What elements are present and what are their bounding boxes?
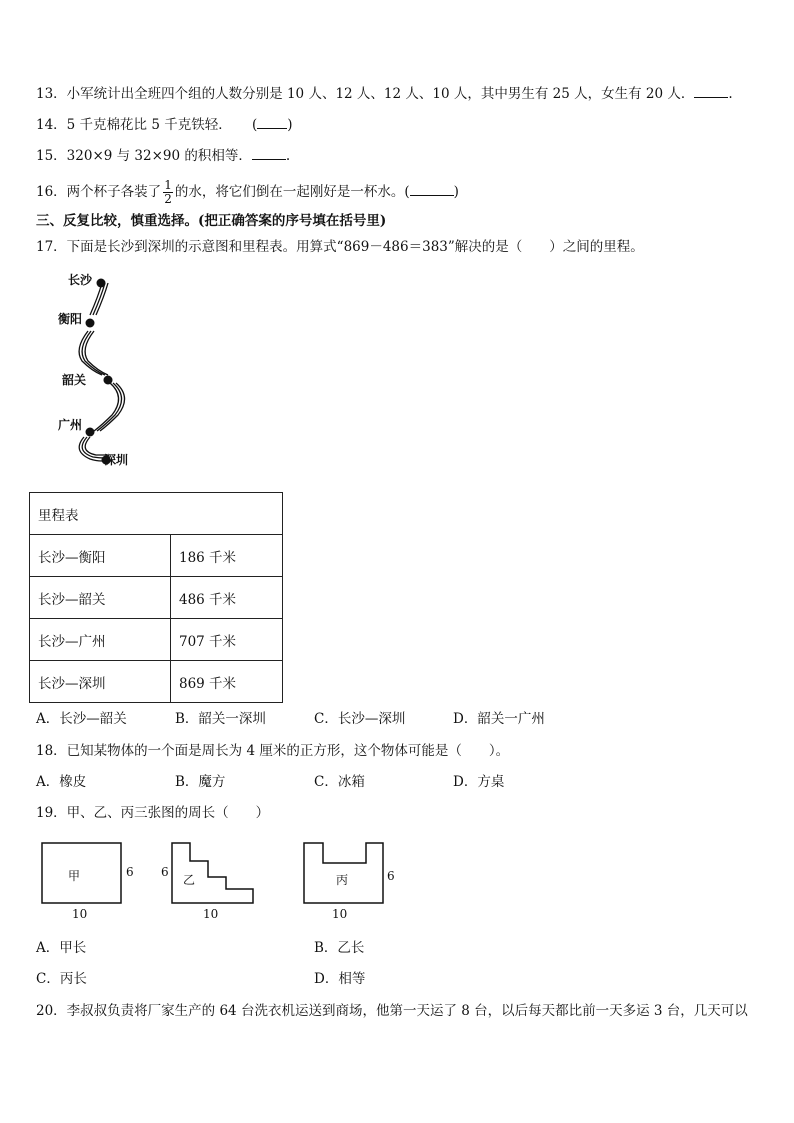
- table-title-row: [30, 493, 283, 535]
- question-13-text: 13．小军统计出全班四个组的人数分别是 10 人、12 人、12 人、10 人，其中男生有 25 人，女生有 20 人．: [36, 86, 695, 102]
- figure-yi-bottom: 10: [203, 907, 219, 921]
- option-18-a[interactable]: A．橡皮: [36, 774, 87, 790]
- fraction-numerator: 1: [164, 178, 172, 192]
- question-14-text: 14．5 千克棉花比 5 千克铁轻． (: [36, 117, 258, 133]
- answer-blank-14[interactable]: [257, 114, 287, 129]
- question-13-tail: .: [728, 86, 733, 102]
- table-title: 里程表: [30, 493, 283, 535]
- question-15-text: 15．320×9 与 32×90 的积相等．: [36, 148, 252, 164]
- figure-jia-side: 6: [126, 865, 134, 879]
- figure-bing-side: 6: [387, 869, 395, 883]
- distance-cell: 869 千米: [171, 661, 283, 703]
- distance-cell: 186 千米: [171, 535, 283, 577]
- fraction-denominator: 2: [164, 192, 172, 206]
- question-19: 19．甲、乙、丙三张图的周长（ ）: [36, 805, 270, 821]
- question-14: [36, 114, 293, 135]
- city-label-shaoguan: 韶关: [62, 373, 87, 387]
- city-label-hengyang: 衡阳: [58, 312, 83, 326]
- city-label-shenzhen: 深圳: [104, 453, 129, 467]
- distance-cell: 707 千米: [171, 619, 283, 661]
- question-17: 17．下面是长沙到深圳的示意图和里程表。用算式“869－486＝383”解决的是（ ）之间的里程。: [36, 239, 644, 255]
- figure-jia-shape: [42, 843, 121, 903]
- answer-blank-16[interactable]: [410, 181, 454, 196]
- question-13: [36, 83, 733, 104]
- route-cell: 长沙—衡阳: [30, 535, 171, 577]
- city-dot-hengyang: [86, 319, 95, 328]
- perimeter-figures: [30, 832, 460, 924]
- mileage-table: [29, 492, 283, 703]
- question-15-tail: .: [285, 148, 291, 164]
- option-18-b[interactable]: B．魔方: [175, 774, 226, 790]
- route-cell: 长沙—深圳: [30, 661, 171, 703]
- option-17-a[interactable]: A．长沙—韶关: [36, 711, 127, 727]
- figure-yi-label: 乙: [183, 873, 196, 887]
- question-16: [36, 178, 459, 206]
- option-19-d[interactable]: D．相等: [314, 971, 366, 987]
- fraction-half: [163, 179, 173, 206]
- question-15: [36, 145, 290, 166]
- option-17-d[interactable]: D．韶关一广州: [453, 711, 545, 727]
- option-17-c[interactable]: C．长沙—深圳: [314, 711, 406, 727]
- table-row: [30, 661, 283, 703]
- figure-bing-label: 丙: [336, 873, 349, 887]
- option-19-c[interactable]: C．丙长: [36, 971, 87, 987]
- question-16-tail: ): [453, 184, 459, 200]
- section-heading-3: 三、反复比较，慎重选择。(把正确答案的序号填在括号里): [36, 213, 387, 229]
- question-18: 18．已知某物体的一个面是周长为 4 厘米的正方形，这个物体可能是（ ）。: [36, 743, 510, 759]
- figure-jia-bottom: 10: [72, 907, 88, 921]
- figure-bing-bottom: 10: [332, 907, 348, 921]
- answer-blank-13[interactable]: [694, 83, 728, 98]
- city-label-guangzhou: 广州: [58, 418, 83, 432]
- question-20: 20．李叔叔负责将厂家生产的 64 台洗衣机运送到商场，他第一天运了 8 台，以后每天都比前一天多运 3 台，几天可以: [36, 1003, 748, 1019]
- option-18-c[interactable]: C．冰箱: [314, 774, 365, 790]
- city-dot-changsha: [97, 279, 106, 288]
- option-17-b[interactable]: B．韶关一深圳: [175, 711, 266, 727]
- table-row: [30, 619, 283, 661]
- distance-cell: 486 千米: [171, 577, 283, 619]
- answer-blank-15[interactable]: [252, 145, 286, 160]
- question-16-pre: 16．两个杯子各装了: [36, 184, 162, 200]
- question-14-tail: ): [287, 117, 293, 133]
- city-dot-guangzhou: [86, 428, 95, 437]
- option-18-d[interactable]: D．方桌: [453, 774, 505, 790]
- city-dot-shaoguan: [104, 376, 113, 385]
- table-row: [30, 535, 283, 577]
- table-row: [30, 577, 283, 619]
- city-label-changsha: 长沙: [68, 273, 93, 287]
- option-19-b[interactable]: B．乙长: [314, 940, 365, 956]
- route-map-diagram: [52, 265, 162, 475]
- figure-jia-label: 甲: [68, 869, 81, 883]
- option-19-a[interactable]: A．甲长: [36, 940, 87, 956]
- question-16-post: 的水，将它们倒在一起刚好是一杯水。(: [174, 184, 410, 200]
- route-cell: 长沙—韶关: [30, 577, 171, 619]
- route-cell: 长沙—广州: [30, 619, 171, 661]
- figure-yi-side: 6: [161, 865, 169, 879]
